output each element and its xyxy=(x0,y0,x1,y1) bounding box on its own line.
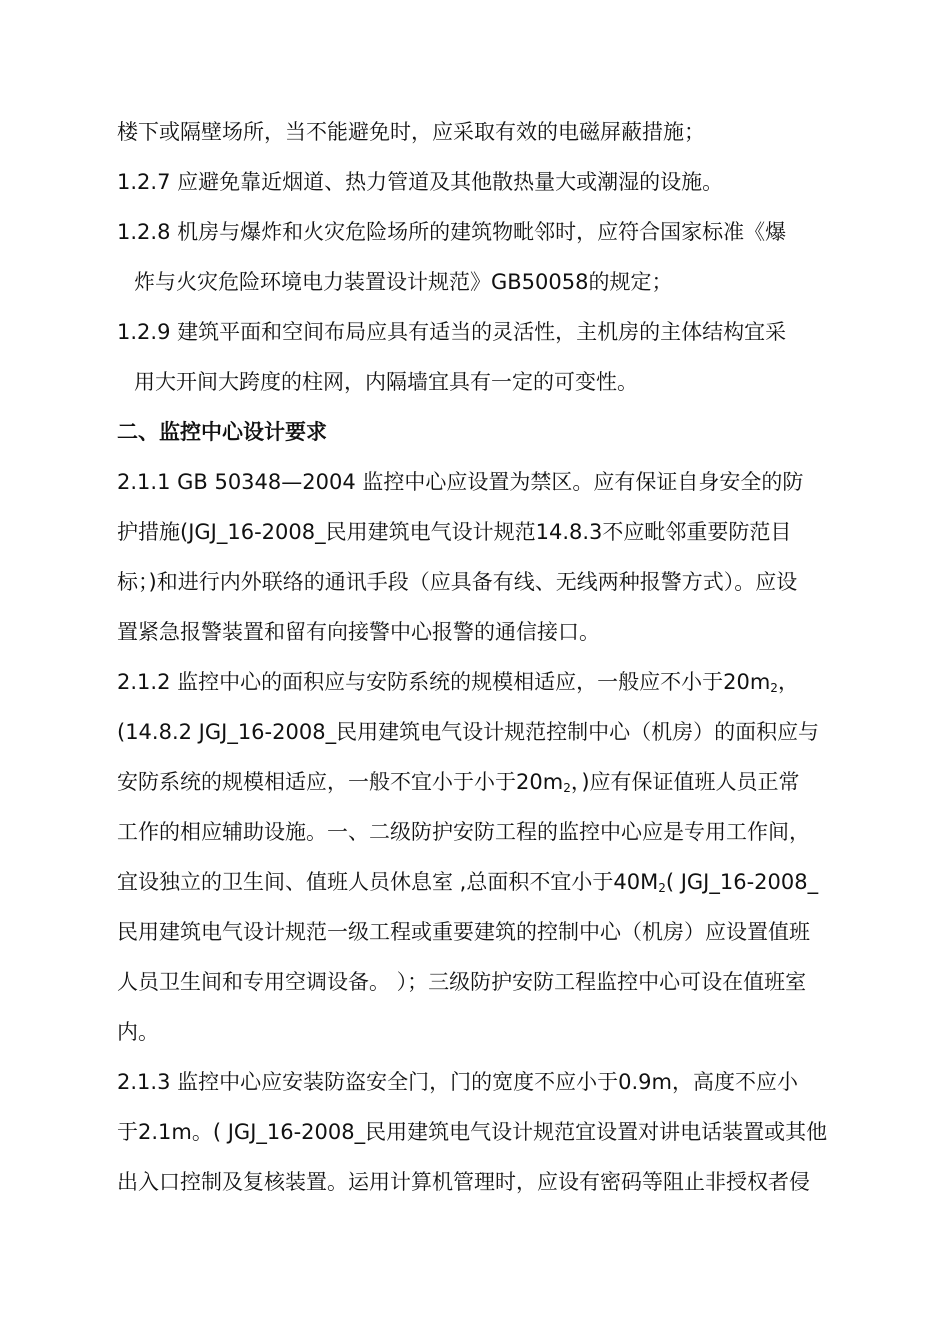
subscript: 2 xyxy=(658,881,666,895)
subscript: 2 xyxy=(563,781,571,795)
text-line: 人员卫生间和专用空调设备。 ）；三级防护安防工程监控中心可设在值班室 xyxy=(117,970,807,994)
subscript: 2 xyxy=(770,681,778,695)
text-line: 楼下或隔壁场所，当不能避免时，应采取有效的电磁屏蔽措施； xyxy=(117,120,705,144)
text-line xyxy=(117,667,857,697)
text-line: 出入口控制及复核装置。运用计算机管理时，应设有密码等阻止非授权者侵 xyxy=(117,1170,810,1194)
text-line xyxy=(117,767,857,797)
text-segment: ( JGJ_16-2008_ xyxy=(665,870,819,894)
text-segment: 宜设独立的卫生间、值班人员休息室 ,总面积不宜小于40M xyxy=(117,870,659,894)
text-line xyxy=(117,867,857,897)
text-line: 1.2.7 应避免靠近烟道、热力管道及其他散热量大或潮湿的设施。 xyxy=(117,170,724,194)
text-line: 用大开间大跨度的柱网，内隔墙宜具有一定的可变性。 xyxy=(134,370,638,394)
text-line: 工作的相应辅助设施。一、二级防护安防工程的监控中心应是专用工作间， xyxy=(117,820,810,844)
text-line: 2.1.3 监控中心应安装防盗安全门，门的宽度不应小于0.9m，高度不应小 xyxy=(117,1070,798,1094)
text-line: 于2.1m。( JGJ_16-2008_民用建筑电气设计规范宜设置对讲电话装置或其他 xyxy=(117,1120,828,1144)
text-line: 护措施(JGJ_16-2008_民用建筑电气设计规范14.8.3不应毗邻重要防范目 xyxy=(117,520,792,544)
text-segment: 安防系统的规模相适应，一般不宜小于小于20m xyxy=(117,770,564,794)
text-segment: ，)应有保证值班人员正常 xyxy=(570,770,800,794)
text-segment: 2.1.2 监控中心的面积应与安防系统的规模相适应，一般应不小于20m xyxy=(117,670,771,694)
text-line: 炸与火灾危险环境电力装置设计规范》GB50058的规定； xyxy=(134,270,673,294)
text-line: 置紧急报警装置和留有向接警中心报警的通信接口。 xyxy=(117,620,600,644)
text-line: (14.8.2 JGJ_16-2008_民用建筑电气设计规范控制中心（机房）的面积应与 xyxy=(117,720,820,744)
text-line: 标；)和进行内外联络的通讯手段（应具备有线、无线两种报警方式）。应设 xyxy=(117,570,798,594)
section-heading: 二、监控中心设计要求 xyxy=(117,420,327,444)
text-line: 1.2.9 建筑平面和空间布局应具有适当的灵活性，主机房的主体结构宜采 xyxy=(117,320,787,344)
text-line: 2.1.1 GB 50348—2004 监控中心应设置为禁区。应有保证自身安全的防 xyxy=(117,470,804,494)
text-line: 内。 xyxy=(117,1020,159,1044)
text-line: 民用建筑电气设计规范一级工程或重要建筑的控制中心（机房）应设置值班 xyxy=(117,920,810,944)
text-segment: ， xyxy=(777,670,799,694)
text-line: 1.2.8 机房与爆炸和火灾危险场所的建筑物毗邻时，应符合国家标准《爆 xyxy=(117,220,787,244)
